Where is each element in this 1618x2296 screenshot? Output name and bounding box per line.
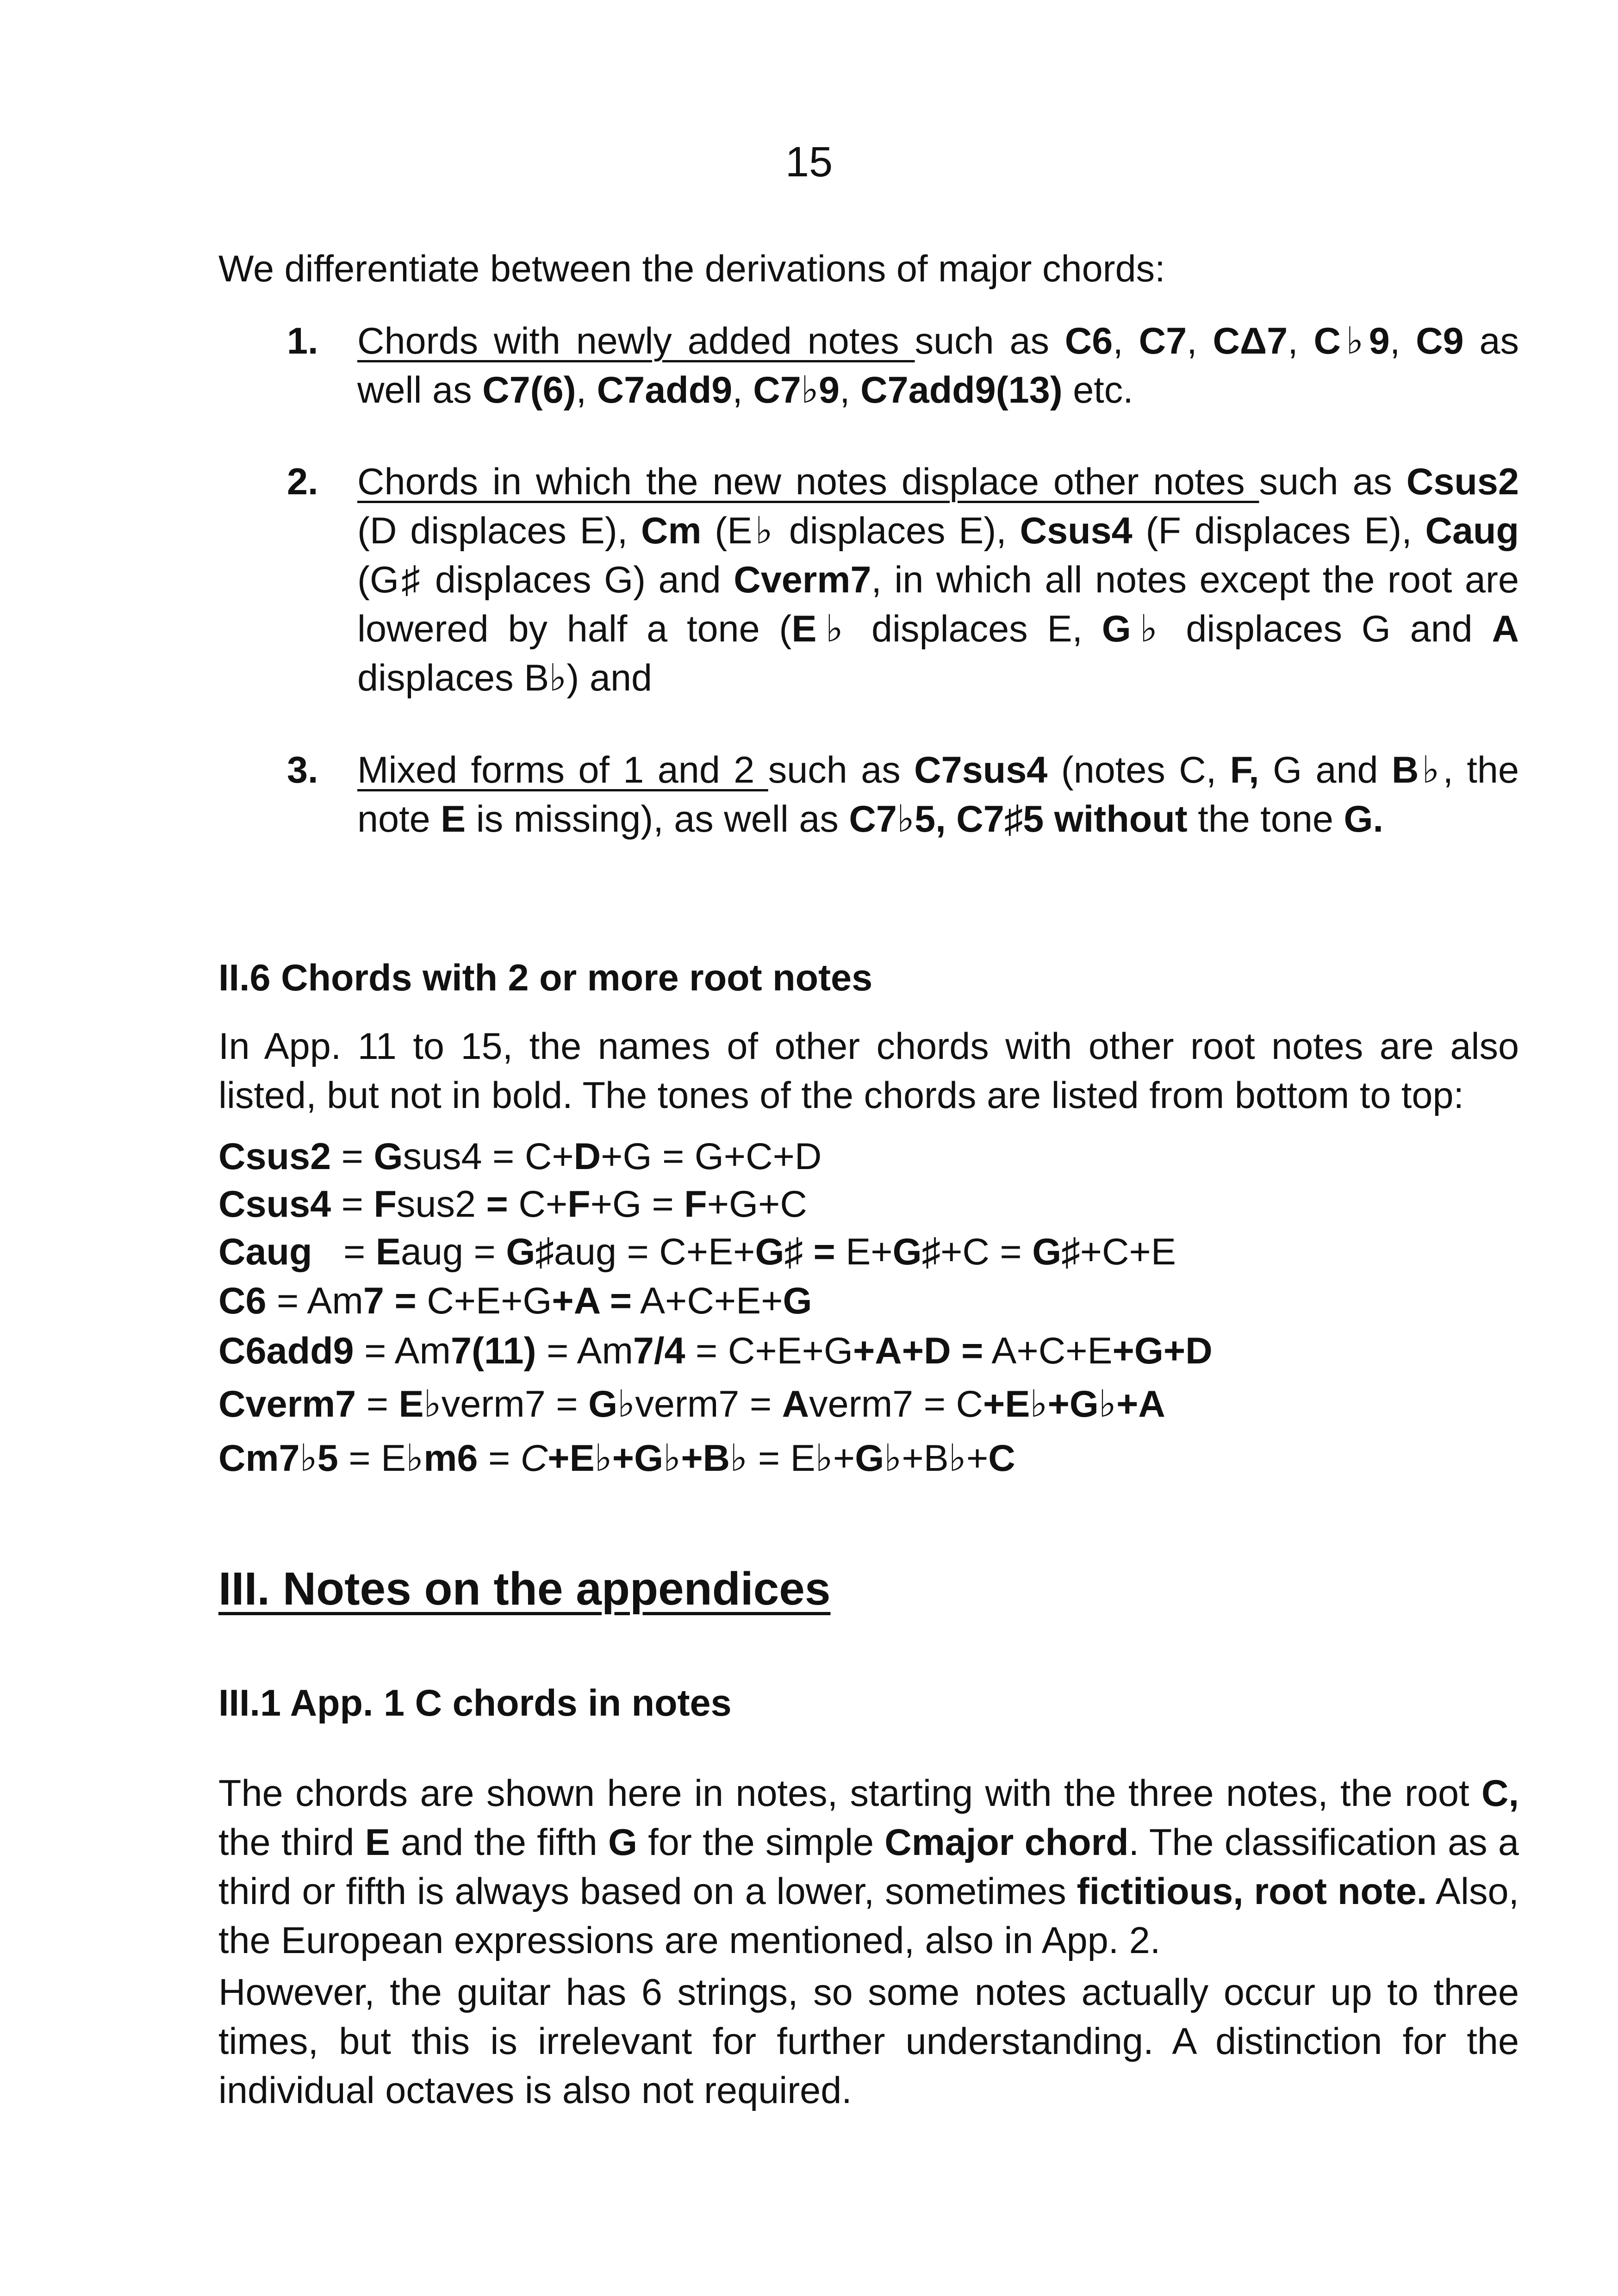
equation-line [218, 1276, 1519, 1325]
text-run: = [312, 1231, 376, 1273]
text-run: +C+E [1080, 1231, 1176, 1273]
text-run: = Am [536, 1330, 633, 1372]
list-item-2 [287, 457, 1530, 703]
text-run: D [573, 1136, 601, 1177]
text-run: such as [1259, 461, 1406, 503]
text-run: C7♭5, C7♯5 without [849, 798, 1188, 840]
text-run: C+ [508, 1183, 568, 1225]
section-heading-ii6: II.6 Chords with 2 or more root notes [218, 957, 873, 999]
text-run: E+ [835, 1231, 893, 1273]
text-run: G♯ [1032, 1231, 1080, 1273]
equation-line [218, 1326, 1519, 1375]
text-run: = [478, 1437, 521, 1479]
text-run: Cm7♭5 [218, 1437, 338, 1479]
list-number: 3. [287, 749, 318, 791]
text-run: verm7 = [441, 1383, 589, 1425]
text-run: (G♯ displaces G) and [357, 510, 1530, 601]
subsection-heading-iii1: III.1 App. 1 C chords in notes [218, 1682, 732, 1724]
text-run: G. [1344, 798, 1383, 840]
text-run: +G+C [707, 1183, 807, 1225]
text-run: C7(6) [482, 369, 576, 411]
text-run: F [684, 1183, 707, 1225]
text-run: C7sus4 [914, 749, 1048, 791]
text-run: , [732, 369, 753, 411]
text-run: , [1389, 320, 1416, 362]
text-run: = E [338, 1437, 406, 1479]
text-run: G and [1259, 749, 1392, 791]
underlined-phrase: Mixed forms of 1 and 2 [357, 749, 768, 791]
text-run: E [375, 1231, 401, 1273]
text-run: +E♭+G♭+A [983, 1383, 1165, 1425]
text-run: B♭ [1392, 749, 1443, 791]
text-run: Caug [1425, 510, 1519, 552]
section-ii6-paragraph: In App. 11 to 15, the names of other chords with other root notes are also listed, but not in bold. The tones of the chords are listed from bottom to top: [218, 1026, 1519, 1116]
text-run: (F displaces E), [1132, 510, 1425, 552]
section-iii1-paragraph-2: However, the guitar has 6 strings, so some notes actually occur up to three times, but this is irrelevant for further understanding. A distinction for the individual octaves is also not required. [218, 1972, 1519, 2111]
text-run: = Am [354, 1330, 451, 1372]
text-run: C6 [218, 1280, 267, 1322]
text-run: , [840, 369, 861, 411]
text-run: C7add9(13) [860, 369, 1063, 411]
text-run: F [373, 1183, 397, 1225]
list-item-text [357, 317, 1530, 415]
intro-paragraph: We differentiate between the derivations of major chords: [218, 248, 1165, 290]
text-run: +A+D = [853, 1330, 983, 1372]
text-run: G♯ [506, 1231, 554, 1273]
text-run: CΔ7 [1213, 320, 1288, 362]
equation-line [218, 1434, 1519, 1483]
text-run: F [567, 1183, 591, 1225]
text-run: , [1187, 320, 1213, 362]
text-run: C♭9 [1313, 320, 1390, 362]
text-run: +A = [552, 1280, 632, 1322]
text-run: = [331, 1136, 374, 1177]
text-run: 7/4 [633, 1330, 685, 1372]
text-run: Csus4 [1020, 510, 1133, 552]
text-run: C7add9 [597, 369, 733, 411]
text-run: , [576, 369, 597, 411]
text-run: +G+D [1112, 1330, 1213, 1372]
text-run: (D displaces E), [357, 461, 1530, 552]
text-run: displaces B♭) and [357, 608, 1530, 699]
text-run: displaces G and [1166, 608, 1492, 650]
text-run: Csus2 [1406, 461, 1519, 503]
text-run: Cverm7 [218, 1383, 356, 1425]
text-run: 7(11) [450, 1330, 536, 1372]
text-run: Cm [641, 510, 702, 552]
text-run: etc. [1062, 369, 1133, 411]
text-run: and the fifth [390, 1822, 609, 1863]
text-run: = [331, 1183, 374, 1225]
text-run: , [1288, 320, 1314, 362]
text-run: C [988, 1437, 1015, 1479]
text-run: A [1492, 608, 1519, 650]
text-run: = [356, 1383, 399, 1425]
text-run: +G = [590, 1183, 685, 1225]
text-run: C [520, 1437, 548, 1479]
text-run: E♭ [791, 608, 853, 650]
text-run: ♭m6 [406, 1437, 478, 1479]
text-run: sus2 [396, 1183, 486, 1225]
text-run: Cverm7 [734, 559, 871, 601]
text-run: E♭ [398, 1383, 442, 1425]
list-number: 2. [287, 461, 318, 503]
text-run: Csus4 [218, 1183, 331, 1225]
text-run: +C = [940, 1231, 1033, 1273]
text-run: E [441, 798, 466, 840]
list-item-1 [287, 317, 1530, 415]
text-run: . The classification as a third or fifth is always based on a lower, sometimes [218, 1822, 1530, 1912]
text-run: Also, the European expressions are mentioned, also in App. 2. [218, 1871, 1530, 1961]
text-run: such as [768, 749, 915, 791]
text-run: G [373, 1136, 403, 1177]
text-run: sus4 = C+ [403, 1136, 574, 1177]
text-run: C7 [1139, 320, 1187, 362]
text-run: (notes C, [1047, 749, 1230, 791]
text-run: = Am [266, 1280, 363, 1322]
text-run: +E♭+G♭+B♭ [548, 1437, 748, 1479]
text-run: G♭ [855, 1437, 902, 1479]
text-run: fictitious, root note. [1077, 1871, 1427, 1912]
text-run: the tone [1187, 798, 1344, 840]
text-run: G [608, 1822, 638, 1863]
text-run: G♯ [892, 1231, 941, 1273]
text-run: for the simple [637, 1822, 885, 1863]
text-run: Csus2 [218, 1136, 331, 1177]
text-run: G [783, 1280, 812, 1322]
equation-line [218, 1132, 1519, 1181]
text-run: Caug [218, 1231, 312, 1273]
text-run: A [782, 1383, 809, 1425]
text-run: Cmajor chord [884, 1822, 1129, 1863]
text-run: C6add9 [218, 1330, 354, 1372]
text-run: , [1113, 320, 1139, 362]
page-number: 15 [785, 138, 833, 186]
list-number: 1. [287, 320, 318, 362]
text-run: verm7 = C [809, 1383, 983, 1425]
text-run: as well as [357, 320, 1530, 411]
list-item-3 [287, 746, 1530, 844]
text-run: , in which all notes except the root are lowered by half a tone ( [357, 559, 1530, 650]
text-run: displaces E, [852, 608, 1102, 650]
text-run: C9 [1416, 320, 1464, 362]
text-run: aug = C+E+ [554, 1231, 755, 1273]
text-run: +G = G+C+D [601, 1136, 822, 1177]
list-item-text [357, 457, 1530, 703]
text-run: , the note [357, 749, 1530, 840]
section-heading-iii: III. Notes on the appendices [218, 1563, 831, 1615]
text-run: (E♭ displaces E), [701, 510, 1020, 552]
text-run: G♭ [588, 1383, 635, 1425]
equation-line [218, 1180, 1519, 1229]
text-run: verm7 = [635, 1383, 782, 1425]
text-run: C+E+G [416, 1280, 552, 1322]
text-run: the third [218, 1773, 1530, 1863]
text-run: C7♭9 [753, 369, 840, 411]
text-run: F, [1230, 749, 1259, 791]
equation-line [218, 1227, 1519, 1276]
text-run: = [486, 1183, 508, 1225]
equation-line [218, 1380, 1519, 1429]
text-run: +B♭+ [902, 1437, 989, 1479]
text-run: G♭ [1101, 608, 1167, 650]
text-run: G♯ = [755, 1231, 835, 1273]
text-run: C, [1481, 1773, 1519, 1814]
text-run: The chords are shown here in notes, starting with the three notes, the root [218, 1773, 1481, 1814]
text-run: E [365, 1822, 390, 1863]
text-run: A+C+E+ [632, 1280, 783, 1322]
section-iii1-paragraph-1 [218, 1769, 1530, 1965]
text-run: = C+E+G [685, 1330, 853, 1372]
text-run: A+C+E [983, 1330, 1113, 1372]
text-run: is missing), as well as [466, 798, 849, 840]
text-run: 7 = [363, 1280, 417, 1322]
text-run: = E♭+ [747, 1437, 855, 1479]
list-item-text [357, 746, 1530, 844]
text-run: such as [915, 320, 1065, 362]
underlined-phrase: Chords in which the new notes displace other notes [357, 461, 1259, 503]
text-run: C6 [1064, 320, 1113, 362]
underlined-phrase: Chords with newly added notes [357, 320, 915, 362]
text-run: aug = [400, 1231, 506, 1273]
